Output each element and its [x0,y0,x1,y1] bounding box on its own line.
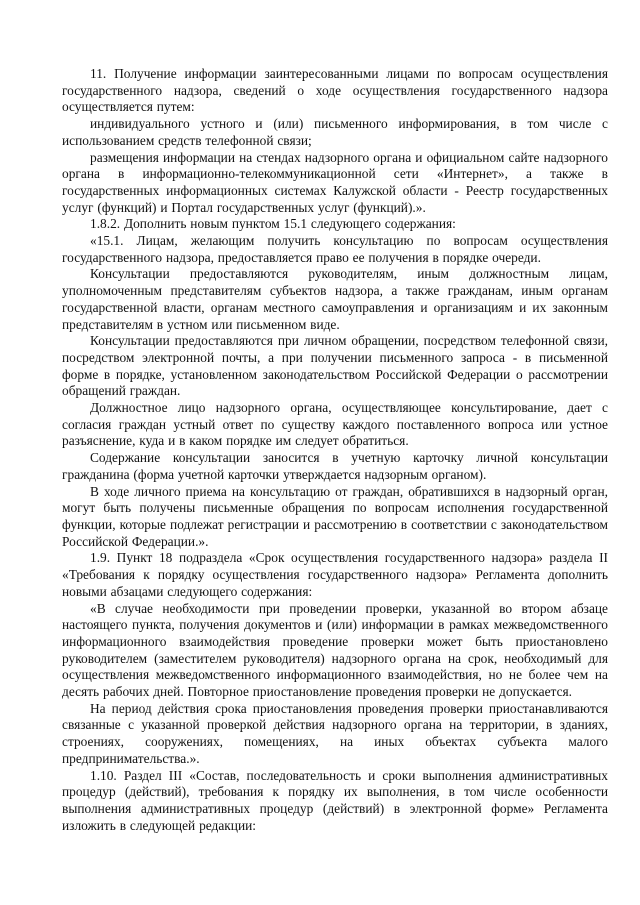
paragraph-item-11: 11. Получение информации заинтересованными лицами по вопросам осуществления государственного надзора, сведений о ходе осуществления государственного надзора осуществляется путем: [62,66,608,115]
paragraph-personal-reception: В ходе личного приема на консультацию от граждан, обратившихся в надзорный орган, могут быть получены письменные обращения по вопросам исполнения государственной функции, которые подлежат регистрации и рассмотрению в соответствии с законодательством Российской Федерации.». [62,483,608,549]
paragraph-consultations-recipients: Консультации предоставляются руководителям, иным должностным лицам, уполномоченным представителям субъектов надзора, а также гражданам, иным органам государственной власти, органам местного самоуправления и организациям и их законным представителям в устном или письменном виде. [62,266,608,332]
paragraph-inspection-suspension: «В случае необходимости при проведении проверки, указанной во втором абзаце настоящего пункта, получения документов и (или) информации в рамках межведомственного информационного взаимодействия проведение проверки может быть приостановлено руководителем (заместителем руководителя) надзорного органа на срок, необходимый для осуществления межведомственного информационного взаимодействия, но не более чем на десять рабочих дней. Повторное приостановление проведения проверки не допускается. [62,600,608,700]
paragraph-1-9: 1.9. Пункт 18 подраздела «Срок осуществления государственного надзора» раздела II «Требования к порядку осуществления государственного надзора» Регламента дополнить новыми абзацами следующего содержания: [62,550,608,599]
paragraph-info-placement: размещения информации на стендах надзорного органа и официальном сайте надзорного органа в информационно-телекоммуникационной сети «Интернет», а также в государственных информационных системах Калужской области - Реестр государственных услуг (функций) и Портал государственных услуг (функций).». [62,149,608,215]
paragraph-15-1: «15.1. Лицам, желающим получить консультацию по вопросам осуществления государственного надзора, предоставляется право ее получения в порядке очереди. [62,233,608,265]
paragraph-consultation-record: Содержание консультации заносится в учетную карточку личной консультации гражданина (форма учетной карточки утверждается надзорным органом). [62,450,608,482]
paragraph-suspension-period: На период действия срока приостановления проведения проверки приостанавливаются связанные с указанной проверкой действия надзорного органа на территории, в зданиях, строениях, сооружениях, помещениях, на иных объектах субъекта малого предпринимательства.». [62,700,608,766]
paragraph-official-answer: Должностное лицо надзорного органа, осуществляющее консультирование, дает с согласия граждан устный ответ по существу каждого поставленного вопроса или устное разъяснение, куда и в каком порядке им следует обратиться. [62,400,608,449]
paragraph-1-10: 1.10. Раздел III «Состав, последовательность и сроки выполнения административных процедур (действий), требования к порядку их выполнения, в том числе особенности выполнения административных процедур (действий) в электронной форме» Регламента изложить в следующей редакции: [62,767,608,833]
paragraph-consultations-channels: Консультации предоставляются при личном обращении, посредством телефонной связи, посредством электронной почты, а при получении письменного запроса - в письменной форме в порядке, установленном законодательством Российской Федерации о рассмотрении обращений граждан. [62,333,608,399]
paragraph-individual-informing: индивидуального устного и (или) письменного информирования, в том числе с использованием средств телефонной связи; [62,116,608,148]
paragraph-1-8-2: 1.8.2. Дополнить новым пунктом 15.1 следующего содержания: [90,216,456,232]
